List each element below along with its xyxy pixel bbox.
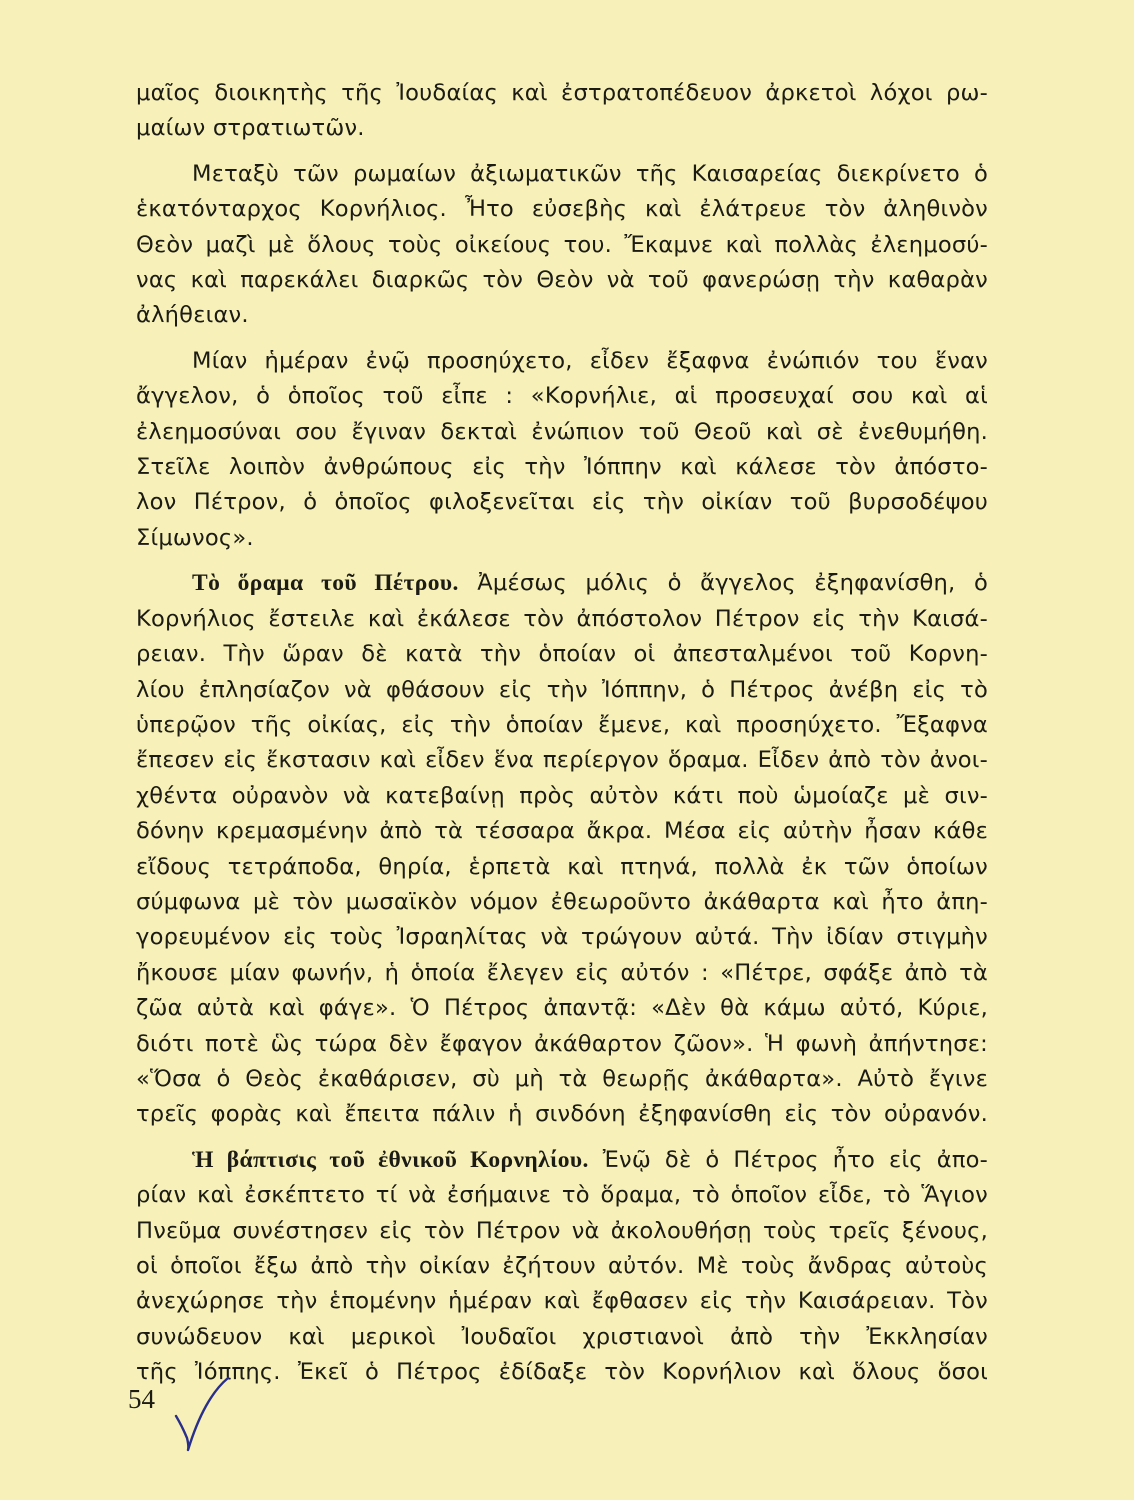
text-line: μαίων στρατιωτῶν. xyxy=(136,115,365,142)
text-line: ρίαν καὶ ἐσκέπτετο τί νὰ ἐσήμαινε τὸ ὅραμα, τὸ ὁποῖον εἶδε, τὸ Ἅγιον xyxy=(136,1182,988,1209)
text-line: ἤκουσε μίαν φωνήν, ἡ ὁποία ἔλεγεν εἰς αὐτόν : «Πέτρε, σφάξε ἀπὸ τὰ xyxy=(136,959,988,986)
text-line: ἀνεχώρησε τὴν ἑπομένην ἡμέραν καὶ ἔφθασεν εἰς τὴν Καισάρειαν. Τὸν xyxy=(136,1288,988,1315)
text-line: νας καὶ παρεκάλει διαρκῶς τὸν Θεὸν νὰ τοῦ φανερώσῃ τὴν καθαρὰν xyxy=(136,267,988,294)
text-line: ἀλήθειαν. xyxy=(136,302,249,329)
text-line: ρειαν. Τὴν ὥραν δὲ κατὰ τὴν ὁποίαν οἱ ἀπεσταλμένοι τοῦ Κορνη- xyxy=(136,641,988,668)
text-line: «Ὅσα ὁ Θεὸς ἐκαθάρισεν, σὺ μὴ τὰ θεωρῇς ἀκάθαρτα». Αὐτὸ ἔγινε xyxy=(136,1065,988,1092)
text-fragment: Ἀμέσως μόλις ὁ ἄγγελος ἐξηφανίσθη, ὁ xyxy=(458,570,988,597)
text-line: Μεταξὺ τῶν ρωμαίων ἀξιωματικῶν τῆς Καισαρείας διεκρίνετο ὁ xyxy=(192,160,988,187)
text-line: ἑκατόνταρχος Κορνήλιος. Ἦτο εὐσεβὴς καὶ ἐλάτρευε τὸν ἀληθινὸν xyxy=(136,196,988,223)
section-heading: Ἡ βάπτισις τοῦ ἐθνικοῦ Κορνηλίου. xyxy=(192,1146,589,1173)
text-line: ἔπεσεν εἰς ἔκστασιν καὶ εἶδεν ἕνα περίεργον ὅραμα. Εἶδεν ἀπὸ τὸν ἀνοι- xyxy=(136,747,988,774)
text-line: Σίμωνος». xyxy=(136,524,254,551)
text-line: σύμφωνα μὲ τὸν μωσαϊκὸν νόμον ἐθεωροῦντο ἀκάθαρτα καὶ ἦτο ἀπη- xyxy=(136,888,988,915)
text-line: Πνεῦμα συνέστησεν εἰς τὸν Πέτρον νὰ ἀκολουθήσῃ τοὺς τρεῖς ξένους, xyxy=(136,1217,988,1244)
text-line: μαῖος διοικητὴς τῆς Ἰουδαίας καὶ ἐστρατοπέδευον ἀρκετοὶ λόχοι ρω- xyxy=(136,80,988,106)
text-line: Θεὸν μαζὶ μὲ ὅλους τοὺς οἰκείους του. Ἔκαμνε καὶ πολλὰς ἐλεημοσύ- xyxy=(136,231,988,258)
body-text xyxy=(136,76,988,1391)
text-line: οἱ ὁποῖοι ἔξω ἀπὸ τὴν οἰκίαν ἐζήτουν αὐτόν. Μὲ τοὺς ἄνδρας αὐτοὺς xyxy=(136,1253,988,1279)
section-heading-line xyxy=(136,566,988,601)
section-heading: Τὸ ὅραμα τοῦ Πέτρου. xyxy=(192,570,459,597)
text-line: ζῶα αὐτὰ καὶ φάγε». Ὁ Πέτρος ἀπαντᾷ: «Δὲν θὰ κάμω αὐτό, Κύριε, xyxy=(136,995,988,1022)
text-line: εἴδους τετράποδα, θηρία, ἑρπετὰ καὶ πτηνά, πολλὰ ἐκ τῶν ὁποίων xyxy=(136,853,988,880)
text-line: ἐλεημοσύναι σου ἔγιναν δεκταὶ ἐνώπιον τοῦ Θεοῦ καὶ σὲ ἐνεθυμήθη. xyxy=(136,418,988,445)
text-line: Στεῖλε λοιπὸν ἀνθρώπους εἰς τὴν Ἰόππην καὶ κάλεσε τὸν ἀπόστο- xyxy=(136,454,988,481)
text-line: τρεῖς φορὰς καὶ ἔπειτα πάλιν ἡ σινδόνη ἐξηφανίσθη εἰς τὸν οὐρανόν. xyxy=(136,1101,988,1128)
text-line: γορευμένον εἰς τοὺς Ἰσραηλίτας νὰ τρώγουν αὐτά. Τὴν ἰδίαν στιγμὴν xyxy=(136,924,988,951)
page-number: 54 xyxy=(128,1384,155,1414)
text-line: λον Πέτρον, ὁ ὁποῖος φιλοξενεῖται εἰς τὴν οἰκίαν τοῦ βυρσοδέψου xyxy=(136,489,988,516)
text-line: τῆς Ἰόππης. Ἐκεῖ ὁ Πέτρος ἐδίδαξε τὸν Κορνήλιον καὶ ὅλους ὅσοι xyxy=(136,1359,988,1386)
handwritten-checkmark-icon xyxy=(172,1376,232,1456)
text-line: χθέντα οὐρανὸν νὰ κατεβαίνῃ πρὸς αὐτὸν κάτι ποὺ ὡμοίαζε μὲ σιν- xyxy=(136,782,988,809)
text-line: ὑπερῷον τῆς οἰκίας, εἰς τὴν ὁποίαν ἔμενε, καὶ προσηύχετο. Ἔξαφνα xyxy=(136,711,988,738)
text-line: Κορνήλιος ἔστειλε καὶ ἐκάλεσε τὸν ἀπόστολον Πέτρον εἰς τὴν Καισά- xyxy=(136,605,988,632)
text-line: δόνην κρεμασμένην ἀπὸ τὰ τέσσαρα ἄκρα. Μέσα εἰς αὐτὴν ἦσαν κάθε xyxy=(136,818,988,845)
section-heading-line xyxy=(136,1143,988,1178)
text-line: ἄγγελον, ὁ ὁποῖος τοῦ εἶπε : «Κορνήλιε, αἱ προσευχαί σου καὶ αἱ xyxy=(136,383,988,410)
text-fragment: Ἐνῷ δὲ ὁ Πέτρος ἦτο εἰς ἀπο- xyxy=(588,1146,988,1173)
text-line: διότι ποτὲ ὣς τώρα δὲν ἔφαγον ἀκάθαρτον ζῶον». Ἡ φωνὴ ἀπήντησε: xyxy=(136,1030,988,1057)
text-line: συνώδευον καὶ μερικοὶ Ἰουδαῖοι χριστιανοὶ ἀπὸ τὴν Ἐκκλησίαν xyxy=(136,1323,988,1350)
text-line: λίου ἐπλησίαζον νὰ φθάσουν εἰς τὴν Ἰόππην, ὁ Πέτρος ἀνέβη εἰς τὸ xyxy=(136,676,988,703)
text-line: Μίαν ἡμέραν ἐνῷ προσηύχετο, εἶδεν ἔξαφνα ἐνώπιόν του ἕναν xyxy=(192,347,988,374)
